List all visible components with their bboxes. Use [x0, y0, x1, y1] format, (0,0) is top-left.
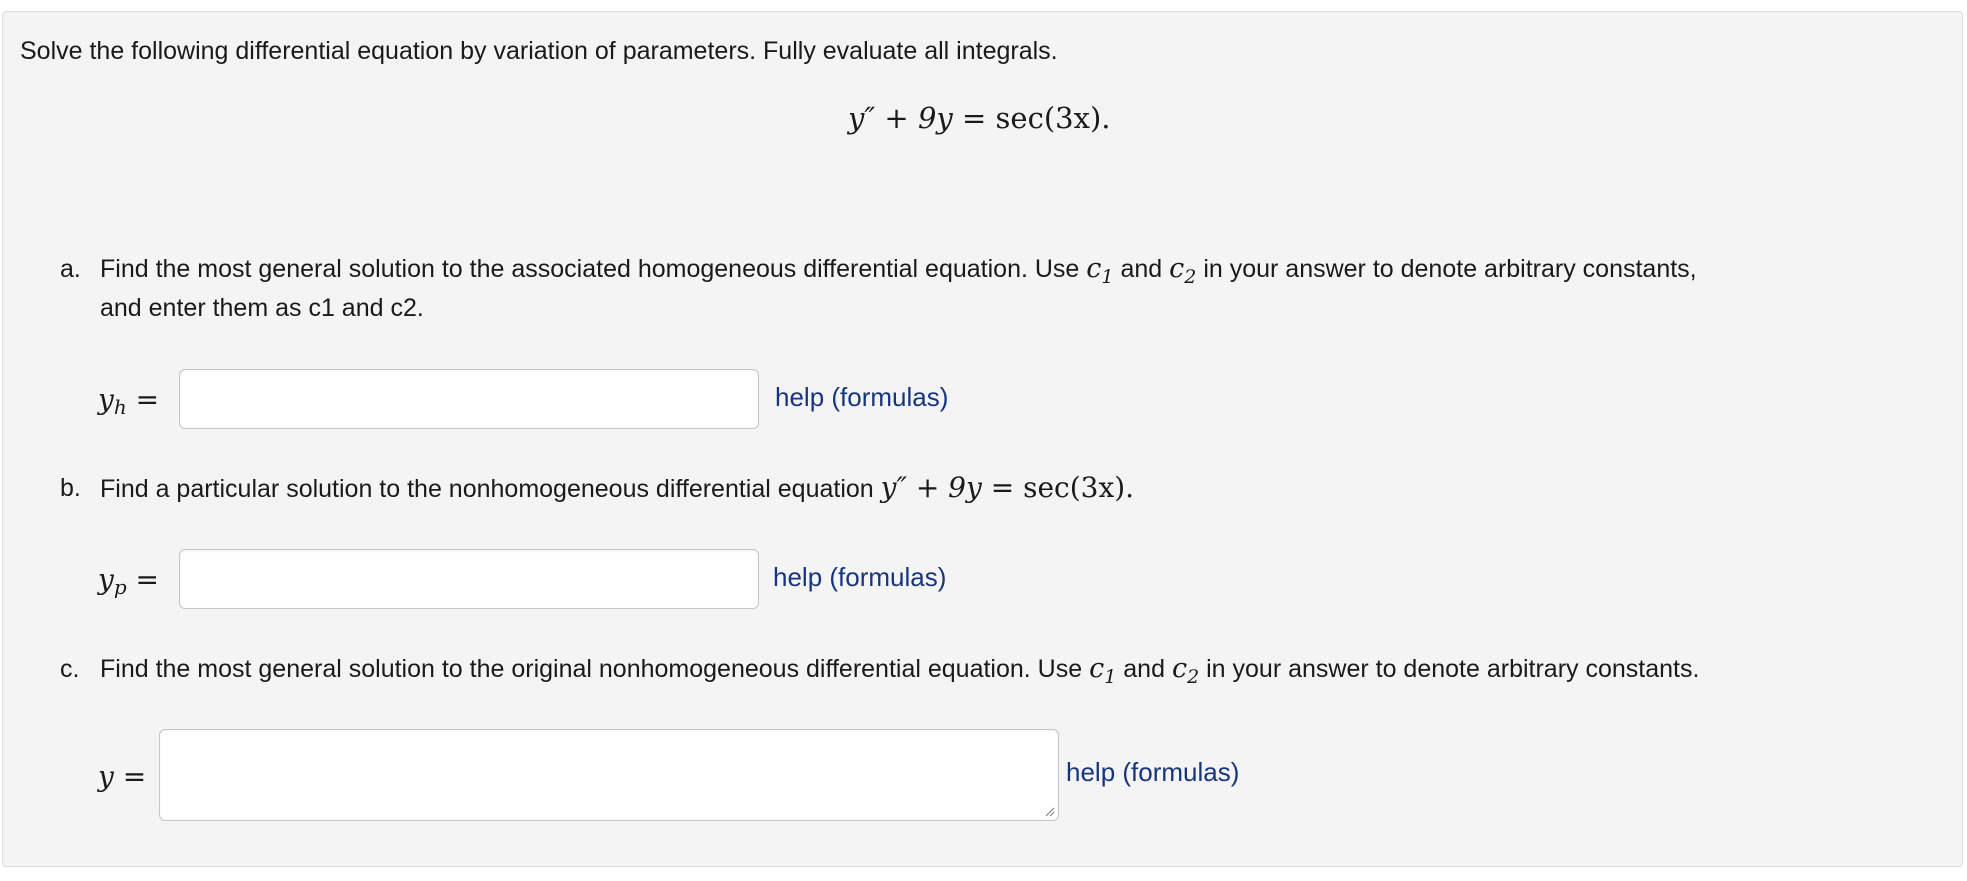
part-a-marker: a. [60, 255, 81, 283]
main-equation [848, 101, 1111, 135]
yh-label: yh = [98, 383, 160, 419]
part-c-text-end: in your answer to denote arbitrary constants. [1206, 655, 1700, 683]
part-c-marker: c. [60, 655, 80, 683]
c2-symbol: $c_2$ [1171, 653, 1200, 688]
part-a-question-line-1 [100, 254, 1697, 286]
part-c-text-start: Find the most general solution to the original nonhomogeneous differential equation. Use [100, 655, 1083, 683]
c2-symbol: $c_2$ [1169, 253, 1197, 288]
equation-equals: = [962, 101, 987, 135]
yh-answer-input[interactable] [179, 369, 759, 429]
yp-label: yp = [98, 563, 160, 599]
part-b-equation: y″ + 9y = sec(3x). [880, 471, 1135, 504]
y-answer-textarea[interactable] [159, 729, 1059, 821]
resize-handle-icon[interactable] [1045, 807, 1055, 817]
part-c-help-link[interactable]: help (formulas) [1066, 757, 1240, 787]
part-c-question [100, 654, 1699, 686]
part-a-question-line-2: and enter them as c1 and c2. [100, 294, 424, 322]
part-a-text-start: Find the most general solution to the associated homogeneous differential equation. Use [100, 255, 1080, 283]
part-b-text: Find a particular solution to the nonhomogeneous differential equation [100, 475, 874, 503]
problem-statement: Solve the following differential equation by variation of parameters. Fully evaluate all integrals. [20, 37, 1058, 65]
equation-lhs: y″ + 9y [848, 101, 953, 135]
equation-rhs: sec(3x) [995, 101, 1102, 135]
c1-symbol: $c_1$ [1086, 253, 1114, 288]
equation-period: . [1101, 101, 1111, 135]
part-a-text-end: in your answer to denote arbitrary constants, [1203, 255, 1697, 283]
part-a-and: and [1120, 255, 1163, 283]
yp-answer-input[interactable] [179, 549, 759, 609]
part-b-question [100, 473, 1134, 504]
part-b-help-link[interactable]: help (formulas) [773, 562, 947, 592]
part-b-marker: b. [60, 474, 81, 502]
part-a-help-link[interactable]: help (formulas) [775, 382, 949, 412]
c1-symbol: $c_1$ [1089, 653, 1117, 688]
y-label: y = [98, 760, 147, 793]
part-c-and: and [1123, 655, 1165, 683]
